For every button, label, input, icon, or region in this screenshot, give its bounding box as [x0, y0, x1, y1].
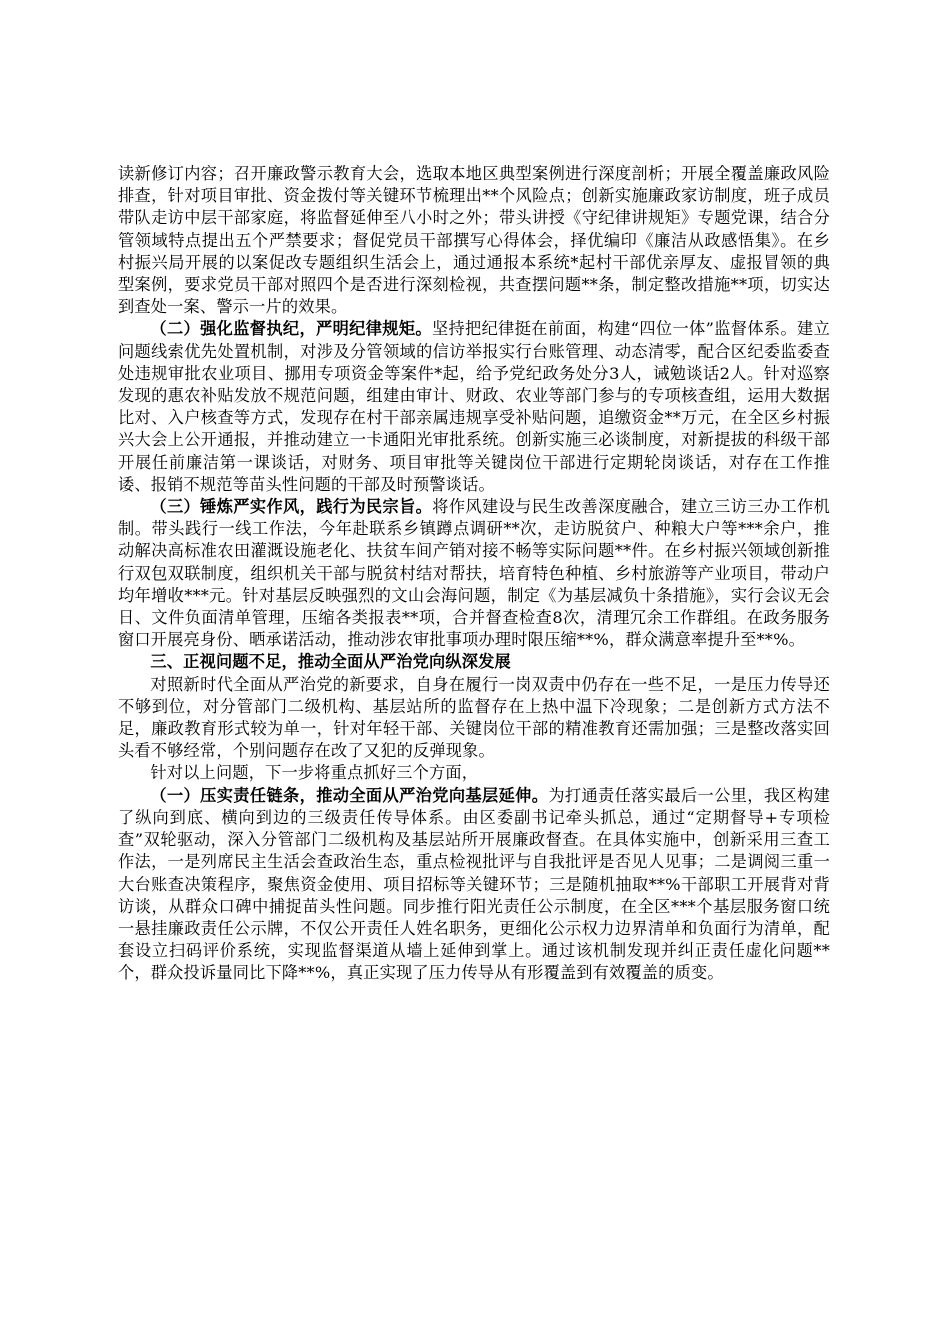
paragraph-lead: （二）强化监督执纪，严明纪律规矩。 [150, 319, 432, 339]
paragraph-shortcomings [118, 674, 830, 763]
paragraph-responsibility-chain [118, 785, 830, 985]
paragraph-body: 坚持把纪律挺在前面，构建“四位一体”监督体系。建立问题线索优先处置机制，对涉及分管领域的信访举报实行台账管理、动态清零，配合区纪委监委查处违规审批农业项目、挪用专项资金等案件*起，给予党纪政务处分3人，诫勉谈话2人。针对巡察发现的惠农补贴发放不规范问题，组建由审计、财政、农业等部门参与的专项核查组，运用大数据比对、入户核查等方式，发现存在村干部亲属违规享受补贴问题，追缴资金**万元，在全区乡村振兴大会上公开通报，并推动建立一卡通阳光审批系统。创新实施三必谈制度，对新提拔的科级干部开展任前廉洁第一课谈话，对财务、项目审批等关键岗位干部进行定期轮岗谈话，对存在工作推诿、报销不规范等苗头性问题的干部及时预警谈话。 [118, 319, 830, 494]
paragraph-body: 读新修订内容；召开廉政警示教育大会，选取本地区典型案例进行深度剖析；开展全覆盖廉政风险排查，针对项目审批、资金拨付等关键环节梳理出**个风险点；创新实施廉政家访制度，班子成员带队走访中层干部家庭，将监督延伸至八小时之外；带头讲授《守纪律讲规矩》专题党课，结合分管领域特点提出五个严禁要求；督促党员干部撰写心得体会，择优编印《廉洁从政感悟集》。在乡村振兴局开展的以案促改专题组织生活会上，通过通报本系统*起村干部优亲厚友、虚报冒领的典型案例，要求党员干部对照四个是否进行深刻检视，共查摆问题**条，制定整改措施**项，切实达到查处一案、警示一片的效果。 [118, 164, 830, 317]
paragraph-continuation [118, 163, 830, 318]
paragraph-body: 针对以上问题，下一步将重点抓好三个方面， [150, 763, 479, 783]
paragraph-lead: （一）压实责任链条，推动全面从严治党向基层延伸。 [150, 785, 549, 805]
paragraph-body: 为打通责任落实最后一公里，我区构建了纵向到底、横向到边的三级责任传导体系。由区委副书记牵头抓总，通过“定期督导+专项检查”双轮驱动，深入分管部门二级机构及基层站所开展廉政督查。在具体实施中，创新采用三查工作法，一是列席民主生活会查政治生态，重点检视批评与自我批评是否见人见事；二是调阅三重一大台账查决策程序，聚焦资金使用、项目招标等关键环节；三是随机抽取**%干部职工开展背对背访谈，从群众口碑中捕捉苗头性问题。同步推行阳光责任公示制度，在全区***个基层服务窗口统一悬挂廉政责任公示牌，不仅公开责任人姓名职务，更细化公示权力边界清单和负面行为清单，配套设立扫码评价系统，实现监督渠道从墙上延伸到掌上。通过该机制发现并纠正责任虚化问题**个，群众投诉量同比下降**%，真正实现了压力传导从有形覆盖到有效覆盖的质变。 [118, 785, 830, 983]
paragraph-work-style [118, 496, 830, 651]
paragraph-body: 对照新时代全面从严治党的新要求，自身在履行一岗双责中仍存在一些不足，一是压力传导还不够到位，对分管部门二级机构、基层站所的监督存在上热中温下冷现象；二是创新方式方法不足，廉政教育形式较为单一，针对年轻干部、关键岗位干部的精准教育还需加强；三是整改落实回头看不够经常，个别问题存在改了又犯的反弹现象。 [118, 674, 830, 761]
paragraph-next-steps [118, 762, 830, 784]
paragraph-body: 将作风建设与民生改善深度融合，建立三访三办工作机制。带头践行一线工作法，今年赴联系乡镇蹲点调研**次，走访脱贫户、种粮大户等***余户，推动解决高标准农田灌溉设施老化、扶贫车间产销对接不畅等实际问题**件。在乡村振兴领域创新推行双包双联制度，组织机关干部与脱贫村结对帮扶，培育特色种植、乡村旅游等产业项目，带动户均年增收***元。针对基层反映强烈的文山会海问题，制定《为基层减负十条措施》，实行会议无会日、文件负面清单管理，压缩各类报表**项，合并督查检查8次，清理冗余工作群组。在政务服务窗口开展亮身份、晒承诺活动，推动涉农审批事项办理时限压缩**%，群众满意率提升至**%。 [118, 497, 830, 650]
section-heading: 三、正视问题不足，推动全面从严治党向纵深发展 [150, 652, 511, 672]
document-page [118, 163, 830, 985]
paragraph-lead: （三）锤炼严实作风，践行为民宗旨。 [150, 497, 433, 517]
paragraph-supervision [118, 318, 830, 496]
